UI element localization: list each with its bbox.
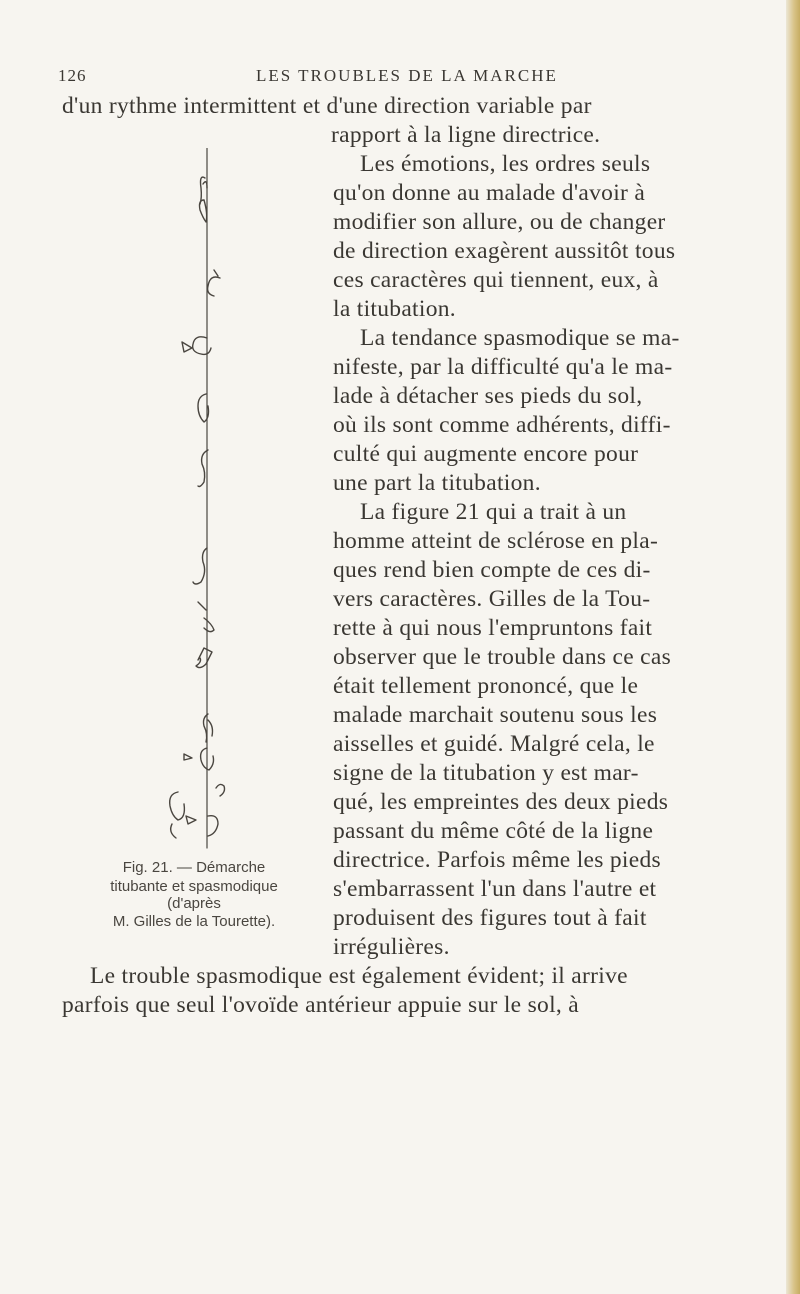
caption-line: Fig. 21. — Démarche: [122, 859, 266, 876]
text-line: où ils sont comme adhérents, diffi-: [333, 412, 671, 438]
text-line: Le trouble spasmodique est également évident; il arrive: [90, 963, 628, 989]
text-line: La tendance spasmodique se ma-: [360, 325, 680, 351]
running-title: LES TROUBLES DE LA MARCHE: [256, 66, 558, 85]
footprint: [170, 792, 185, 820]
text-line: rapport à la ligne directrice.: [331, 122, 601, 148]
footprint: [184, 754, 192, 760]
footprint: [193, 337, 211, 355]
text-line: passant du même côté de la ligne: [333, 818, 654, 844]
text-line: ces caractères qui tiennent, eux, à: [333, 267, 659, 293]
gait-footprint-figure: [160, 148, 232, 858]
footprint: [193, 548, 207, 584]
text-line: rette à qui nous l'empruntons fait: [333, 615, 653, 641]
footprint: [196, 648, 212, 668]
figure-caption: [60, 858, 328, 931]
text-line: était tellement prononcé, que le: [333, 673, 639, 699]
footprint: [171, 824, 176, 838]
footprint: [208, 270, 220, 296]
footprint: [186, 816, 196, 824]
text-line: de direction exagèrent aussitôt tous: [333, 238, 676, 264]
text-line: irrégulières.: [333, 934, 450, 960]
caption-line: M. Gilles de la Tourette).: [112, 913, 276, 930]
text-line: vers caractères. Gilles de la Tou-: [333, 586, 651, 612]
text-line: s'embarrassent l'un dans l'autre et: [333, 876, 657, 902]
text-line: Les émotions, les ordres seuls: [360, 151, 651, 177]
text-line: nifeste, par la difficulté qu'a le ma-: [333, 354, 673, 380]
text-line: La figure 21 qui a trait à un: [360, 499, 627, 525]
footprint: [204, 714, 213, 742]
caption-line: (d'après: [167, 895, 221, 912]
text-line: aisselles et guidé. Malgré cela, le: [333, 731, 655, 757]
footprint: [182, 342, 192, 352]
text-line: qu'on donne au malade d'avoir à: [333, 180, 646, 206]
text-line: qué, les empreintes des deux pieds: [333, 789, 669, 815]
text-line: la titubation.: [333, 296, 456, 322]
footprint: [198, 602, 214, 632]
text-line: parfois que seul l'ovoïde antérieur appuie sur le sol, à: [62, 992, 579, 1018]
text-line: produisent des figures tout à fait: [333, 905, 647, 931]
footprint: [216, 784, 225, 796]
page-edge-shadow: [786, 0, 800, 1294]
text-line: directrice. Parfois même les pieds: [333, 847, 661, 873]
text-line: observer que le trouble dans ce cas: [333, 644, 672, 670]
text-line: homme atteint de sclérose en pla-: [333, 528, 659, 554]
footprint: [208, 816, 218, 836]
caption-line: titubante et spasmodique: [110, 878, 278, 895]
running-header: [58, 66, 748, 90]
page-number: 126: [58, 66, 87, 85]
text-line: signe de la titubation y est mar-: [333, 760, 639, 786]
text-line: une part la titubation.: [333, 470, 541, 496]
text-line: malade marchait soutenu sous les: [333, 702, 658, 728]
text-line: culté qui augmente encore pour: [333, 441, 639, 467]
text-line: d'un rythme intermittent et d'une direction variable par: [62, 93, 592, 119]
text-line: lade à détacher ses pieds du sol,: [333, 383, 643, 409]
text-line: modifier son allure, ou de changer: [333, 209, 666, 235]
text-line: ques rend bien compte de ces di-: [333, 557, 651, 583]
